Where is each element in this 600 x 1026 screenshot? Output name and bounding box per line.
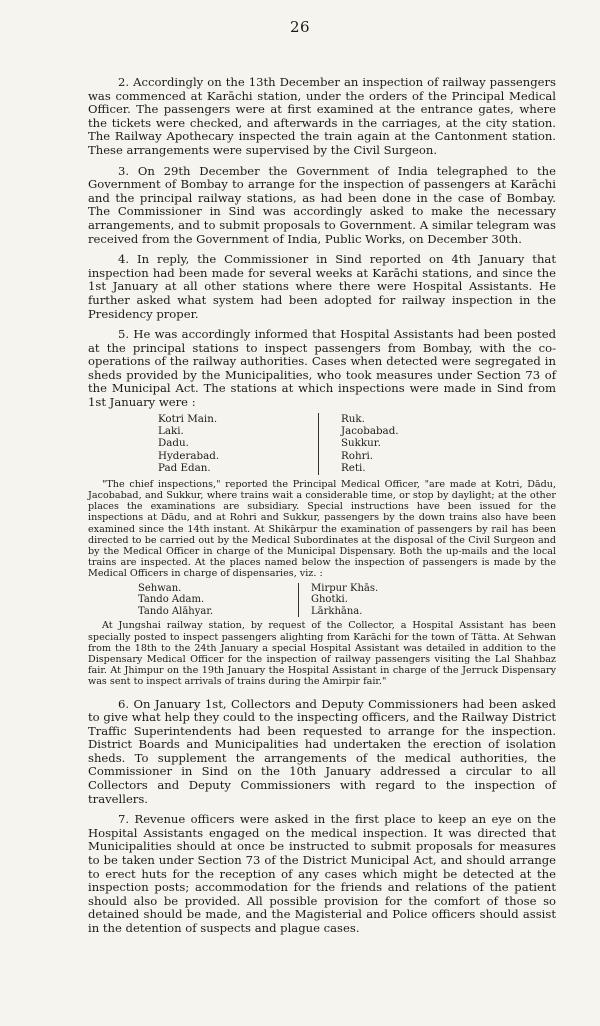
dispensary-name: Sehwan. bbox=[138, 582, 182, 594]
station-list-right bbox=[318, 413, 501, 475]
station-name: Rohri. bbox=[341, 449, 374, 462]
paragraph-7: 7. Revenue officers were asked in the first place to keep an eye on the Hospital Assistants engaged on the medical inspection. It was directed that Municipalities should at once be instructed to submit proposals for measures to be taken under Section 73 of the District Municipal Act, and should arrange to erect huts for the reception of any cases which might be detected at the inspection posts; accommodation for the friends and relations of the patient should also be provided. All possible provision for the comfort of those so detained should be made, and the Magisterial and Police officers should assist in the detention of suspects and plague cases. bbox=[88, 812, 556, 936]
dispensary-list bbox=[138, 583, 556, 618]
dispensary-list-right bbox=[298, 583, 471, 618]
paragraph-5: 5. He was accordingly informed that Hospital Assistants had been posted at the principal stations to inspect passengers from Bombay, with the co-operations of the railway authorities. Cases when detected were segregated in sheds provided by the Municipalities, who took measures under Section 73 of the Municipal Act. The stations at which inspections were made in Sind from 1st January were : bbox=[88, 327, 556, 410]
dispensary-name: Mirpur Khās. bbox=[311, 582, 379, 594]
station-name: Hyderabad. bbox=[158, 449, 220, 462]
station-name: Reti. bbox=[341, 462, 366, 475]
paragraph-2: 2. Accordingly on the 13th December an inspection of railway passengers was commenced at Karāchi station, under the orders of the Principal Medical Officer. The passengers were at first examined at the entrance gates, where the tickets were checked, and afterwards in the carriages, at the city station. The Railway Apothecary inspected the train again at the Cantonment station. These arrangements were supervised by the Civil Surgeon. bbox=[88, 75, 556, 157]
quote-continuation: At Jungshai railway station, by request of the Collector, a Hospital Assistant has been specially posted to inspect passengers alighting from Karāchi for the town of Tātta. At Sehwan from the 18th to the 24th January a special Hospital Assistant was detailed in addition to the Dispensary Medical Officer for the inspection of railway passengers visiting the Lal Shahbaz fair. At Jhimpur on the 19th January the Hospital Assistant in charge of the Jerruck Dispensary was sent to inspect arrivals of trains during the Amirpir fair." bbox=[88, 620, 556, 688]
paragraph-6: 6. On January 1st, Collectors and Deputy Commissioners had been asked to give what help they could to the inspecting officers, and the Railway District Traffic Superintendents had been requested to arrange for the inspection. District Boards and Municipalities had undertaken the erection of isolation sheds. To supplement the arrangements of the medical authorities, the Commissioner in Sind on the 10th January addressed a circular to all Collectors and Deputy Commissioners with regard to the inspection of travellers. bbox=[88, 696, 556, 806]
document-body bbox=[88, 76, 556, 943]
dispensary-name: Tando Alāhyar. bbox=[138, 605, 214, 617]
page-number: 26 bbox=[289, 18, 311, 36]
dispensary-list-left bbox=[138, 583, 298, 618]
quote-principal-medical-officer: "The chief inspections," reported the Principal Medical Officer, "are made at Kotri, Dādu, Jacobabad, and Sukkur, where trains wait a considerable time, or stop by daylight; at the other places the examinations are subsidiary. Special instructions have been issued for the inspections at Dādu, and at Rohri and Sukkur, passengers by the down trains also have been examined since the 14th instant. At Shikārpur the examination of passengers by rail has been directed to be carried out by the Medical Subordinates at the disposal of the Civil Surgeon and by the Medical Officer in charge of the Municipal Dispensary. Both the up-mails and the local trains are inspected. At the places named below the inspection of passengers is made by the Medical Officers in charge of dispensaries, viz. : bbox=[88, 478, 556, 580]
dispensary-name: Lārkhāna. bbox=[311, 605, 363, 617]
station-name: Kotri Main. bbox=[158, 412, 218, 425]
dispensary-name: Tando Adam. bbox=[138, 594, 205, 606]
station-name: Jacobabad. bbox=[341, 425, 399, 438]
station-name: Pad Edan. bbox=[158, 462, 211, 475]
paragraph-4: 4. In reply, the Commissioner in Sind reported on 4th January that inspection had been made for several weeks at Karāchi stations, and since the 1st January at all other stations where there were Hospital Assistants. He further asked what system had been adopted for railway inspection in the Presidency proper. bbox=[88, 252, 556, 321]
station-name: Laki. bbox=[158, 425, 184, 438]
station-list-left bbox=[158, 413, 318, 475]
dispensary-name: Ghotki. bbox=[311, 594, 348, 606]
paragraph-3: 3. On 29th December the Government of India telegraphed to the Government of Bombay to arrange for the inspection of passengers at Karāchi and the principal railway stations, as had been done in the case of Bombay. The Commissioner in Sind was accordingly asked to make the necessary arrangements, and to submit proposals to Government. A similar telegram was received from the Government of India, Public Works, on December 30th. bbox=[88, 163, 556, 246]
station-name: Ruk. bbox=[341, 412, 365, 425]
station-name: Dadu. bbox=[158, 437, 189, 450]
station-name: Sukkur. bbox=[341, 437, 381, 450]
station-list bbox=[158, 413, 556, 475]
